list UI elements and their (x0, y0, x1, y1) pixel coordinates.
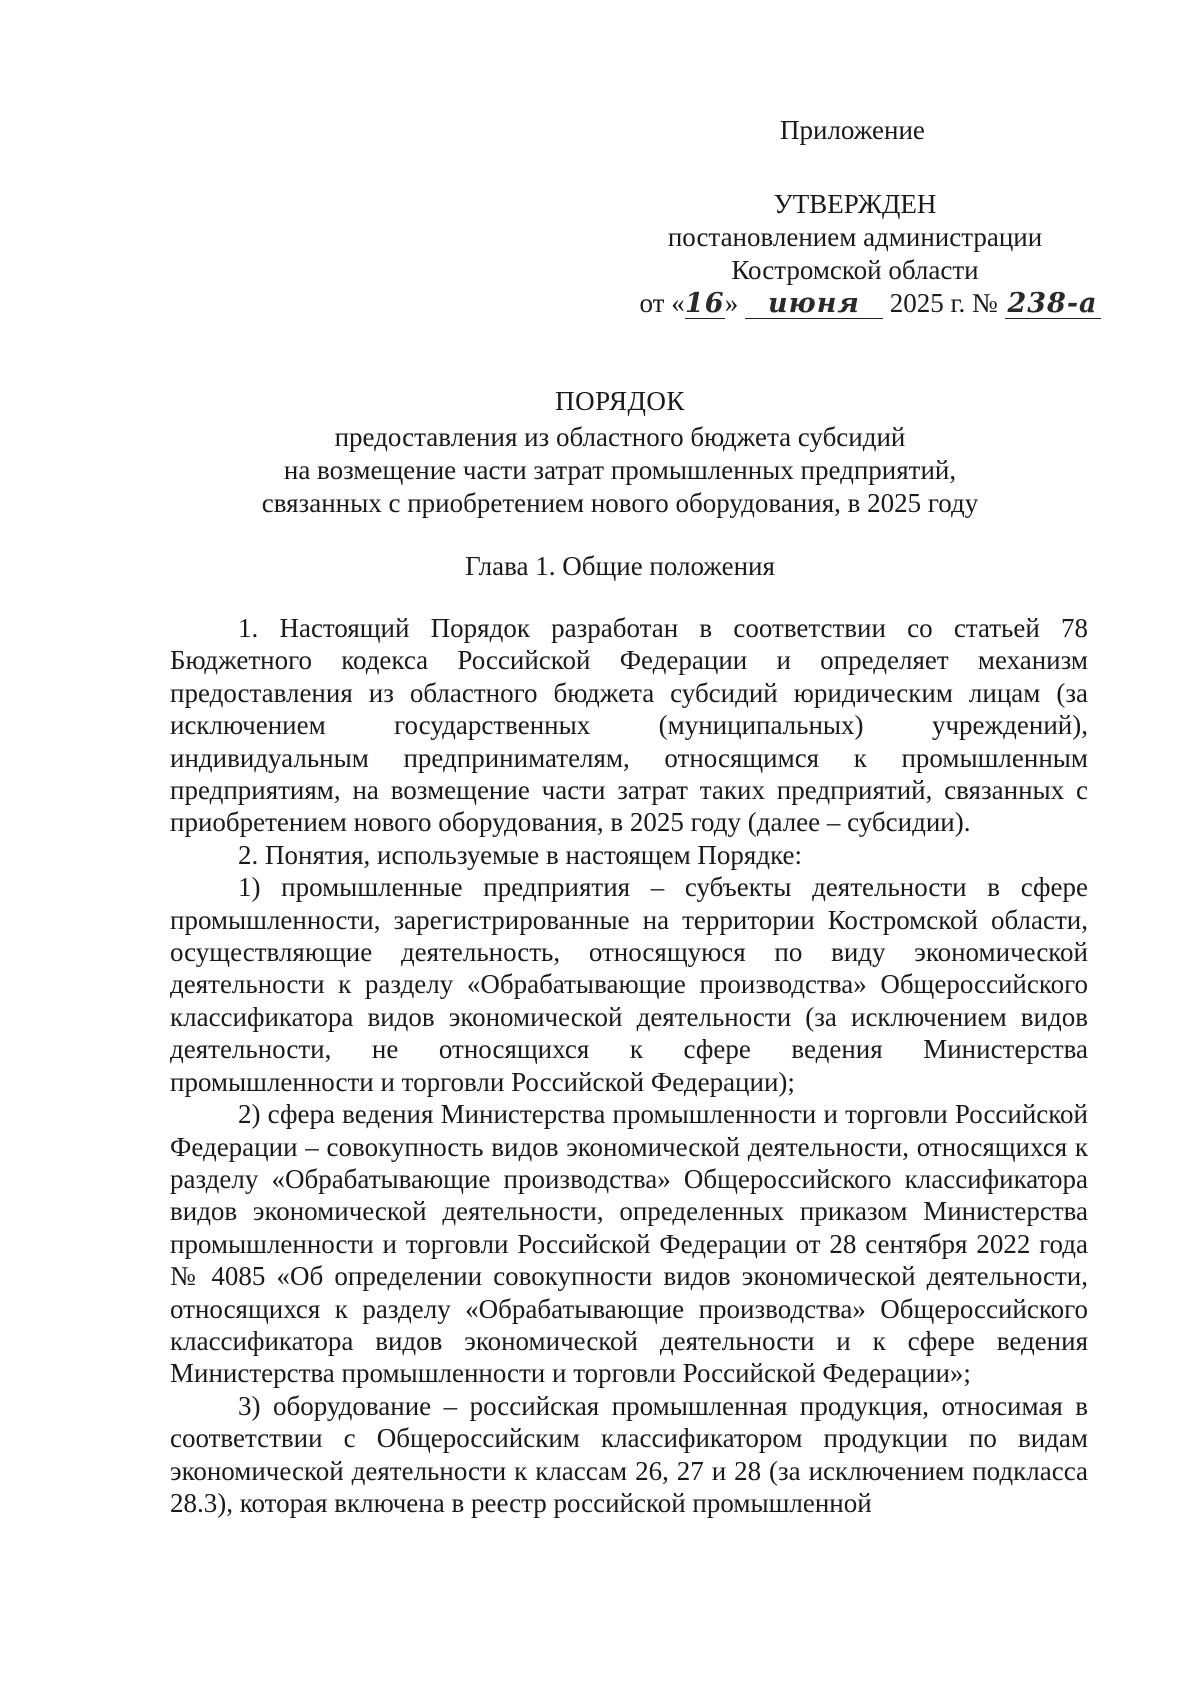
paragraph-2-item-1: 1) промышленные предприятия – субъекты деятельности в сфере промышленности, зарегистрированные на территории Костромской области, осуществляющие деятельность, относящуюся по виду экономической деятельности к разделу «Обрабатывающие производства» Общероссийского классификатора видов экономической деятельности (за исключением видов деятельности, не относящихся к сфере ведения Министерства промышленности и торговли Российской Федерации); (170, 872, 1088, 1097)
date-prefix: от « (639, 288, 685, 318)
doc-number-handwritten: 238-а (1007, 288, 1098, 319)
approved-by-line2: Костромской области (731, 255, 979, 285)
title-line-1: предоставления из областного бюджета субсидий (334, 422, 906, 452)
approval-block (560, 188, 1150, 320)
paragraph-2-item-3: 3) оборудование – российская промышленная продукция, относимая в соответствии с Общероссийским классификатором продукции по видам экономической деятельности к классам 26, 27 и 28 (за исключением подкласса 28.3), которая включена в реестр российской промышленной (170, 1390, 1088, 1518)
paragraph-2: 2. Понятия, используемые в настоящем Порядке: (238, 839, 802, 870)
approved-by-line1: постановлением администрации (667, 222, 1043, 252)
title-line-3: связанных с приобретением нового оборудования, в 2025 году (261, 488, 979, 518)
approval-date-line (560, 287, 1150, 320)
date-mid: » (724, 288, 739, 318)
title-line-2: на возмещение части затрат промышленных предприятий, (283, 455, 957, 485)
date-day-handwritten: 16 (684, 288, 725, 319)
document-title-block (140, 385, 1100, 520)
date-day-field (685, 289, 725, 319)
annex-label: Приложение (780, 115, 925, 145)
date-month-handwritten: июня (768, 288, 860, 319)
approved-label: УТВЕРЖДЕН (773, 189, 937, 219)
date-year: 2025 г. № (889, 288, 998, 318)
date-month-field (745, 289, 883, 319)
paragraph-2-item-2: 2) сфера ведения Министерства промышленности и торговли Российской Федерации – совокупность видов экономической деятельности, относящихся к разделу «Обрабатывающие производства» Общероссийского классификатора видов экономической деятельности, определенных приказом Министерства промышленности и торговли Российской Федерации от 28 сентября 2022 года № 4085 «Об определении совокупности видов экономической деятельности, относящихся к разделу «Обрабатывающие производства» Общероссийского классификатора видов экономической деятельности и к сфере ведения Министерства промышленности и торговли Российской Федерации»; (170, 1099, 1088, 1389)
body-text (170, 612, 1088, 1519)
chapter-heading: Глава 1. Общие положения (465, 551, 775, 581)
document-type-title: ПОРЯДОК (555, 386, 685, 416)
doc-number-field (1005, 289, 1101, 319)
paragraph-1: 1. Настоящий Порядок разработан в соответствии со статьей 78 Бюджетного кодекса Российской Федерации и определяет механизм предоставления из областного бюджета субсидий юридическим лицам (за исключением государственных (муниципальных) учреждений), индивидуальным предпринимателям, относящимся к промышленным предприятиям, на возмещение части затрат таких предприятий, связанных с приобретением нового оборудования, в 2025 году (далее – субсидии). (170, 613, 1088, 838)
